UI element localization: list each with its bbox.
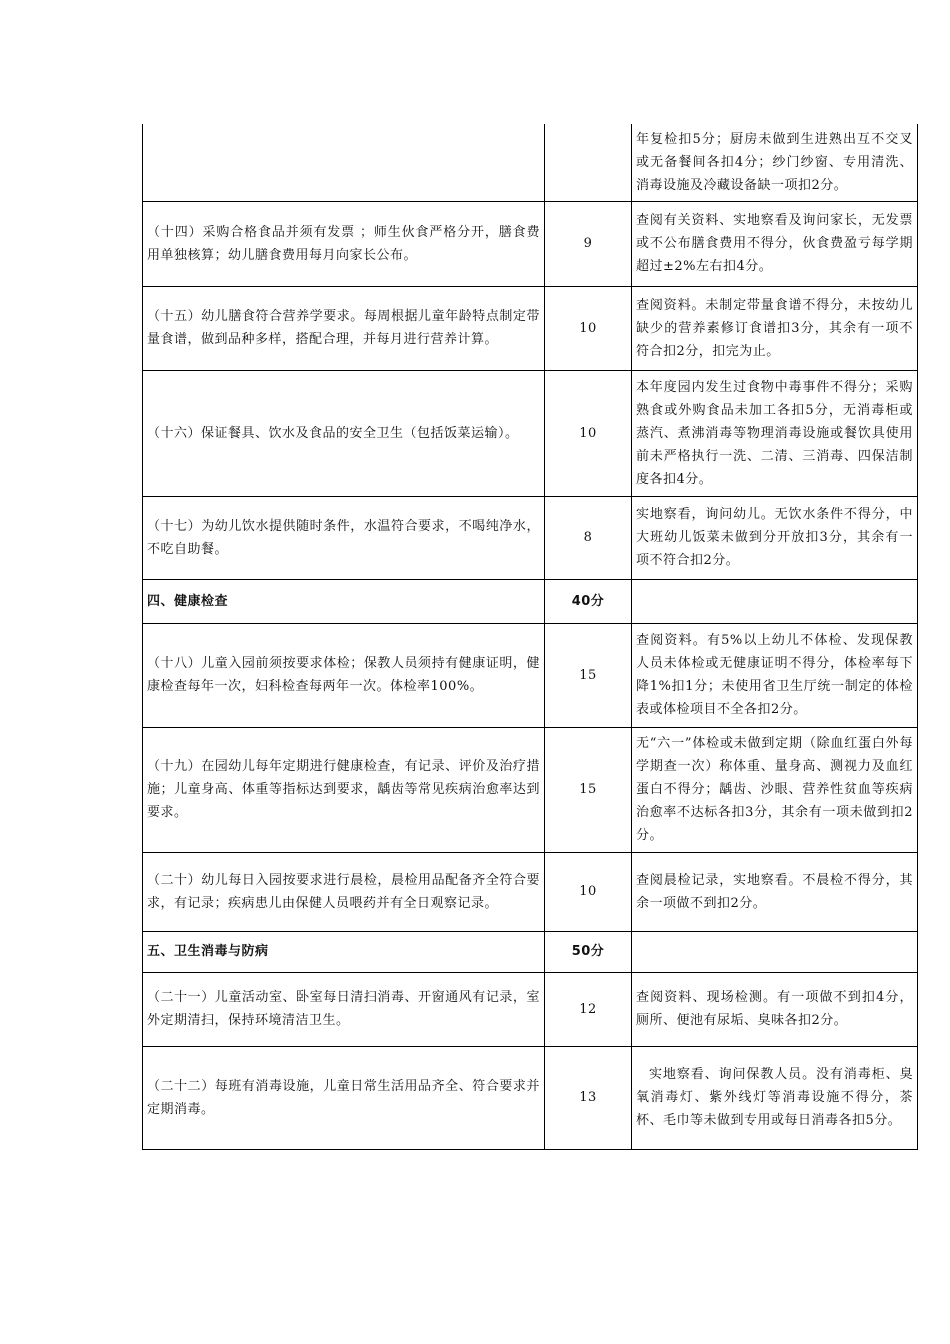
item-cell: （十四）采购合格食品并须有发票 ；师生伙食严格分开，膳食费用单独核算；幼儿膳食费用每月向家长公布。 [143, 201, 545, 286]
item-cell: （十五）幼儿膳食符合营养学要求。每周根据儿童年龄特点制定带量食谱，做到品种多样，搭配合理，并每月进行营养计算。 [143, 286, 545, 370]
table-row [143, 124, 918, 201]
section-score: 40分 [545, 579, 632, 623]
item-cell: （十七）为幼儿饮水提供随时条件，水温符合要求，不喝纯净水，不吃自助餐。 [143, 496, 545, 579]
table-row [143, 623, 918, 727]
section-row [143, 931, 918, 972]
criteria-cell: 实地察看、询问保教人员。没有消毒柜、臭氧消毒灯、紫外线灯等消毒设施不得分，茶杯、毛巾等未做到专用或每日消毒各扣5分。 [632, 1046, 918, 1149]
section-title: 五、卫生消毒与防病 [143, 931, 545, 972]
section-score: 50分 [545, 931, 632, 972]
table-row [143, 496, 918, 579]
criteria-cell: 实地察看，询问幼儿。无饮水条件不得分，中大班幼儿饭菜未做到分开放扣3分，其余有一项不符合扣2分。 [632, 496, 918, 579]
score-cell: 15 [545, 727, 632, 852]
item-cell: （二十）幼儿每日入园按要求进行晨检，晨检用品配备齐全符合要求，有记录；疾病患儿由保健人员喂药并有全日观察记录。 [143, 852, 545, 931]
section-row [143, 579, 918, 623]
score-cell: 12 [545, 972, 632, 1046]
criteria-cell: 无“六一”体检或未做到定期（除血红蛋白外每学期查一次）称体重、量身高、测视力及血红蛋白不得分；龋齿、沙眼、营养性贫血等疾病治愈率不达标各扣3分，其余有一项未做到扣2分。 [632, 727, 918, 852]
table-row [143, 286, 918, 370]
table-row [143, 727, 918, 852]
item-cell: （十六）保证餐具、饮水及食品的安全卫生（包括饭菜运输）。 [143, 370, 545, 496]
criteria-cell: 查阅资料。未制定带量食谱不得分，未按幼儿缺少的营养素修订食谱扣3分，其余有一项不符合扣2分，扣完为止。 [632, 286, 918, 370]
item-cell: （十八）儿童入园前须按要求体检；保教人员须持有健康证明，健康检查每年一次，妇科检查每两年一次。体检率100%。 [143, 623, 545, 727]
table-row [143, 370, 918, 496]
criteria-cell: 查阅晨检记录，实地察看。不晨检不得分，其余一项做不到扣2分。 [632, 852, 918, 931]
score-cell [545, 124, 632, 201]
criteria-cell: 本年度园内发生过食物中毒事件不得分；采购熟食或外购食品未加工各扣5分，无消毒柜或蒸汽、煮沸消毒等物理消毒设施或餐饮具使用前未严格执行一洗、二清、三消毒、四保洁制度各扣4分。 [632, 370, 918, 496]
score-cell: 10 [545, 286, 632, 370]
criteria-cell: 查阅资料。有5%以上幼儿不体检、发现保教人员未体检或无健康证明不得分，体检率每下降1%扣1分；未使用省卫生厅统一制定的体检表或体检项目不全各扣2分。 [632, 623, 918, 727]
score-cell: 10 [545, 852, 632, 931]
criteria-cell: 年复检扣5分；厨房未做到生进熟出互不交叉或无备餐间各扣4分；纱门纱窗、专用清洗、消毒设施及冷藏设备缺一项扣2分。 [632, 124, 918, 201]
score-cell: 10 [545, 370, 632, 496]
item-cell [143, 124, 545, 201]
item-cell: （二十一）儿童活动室、卧室每日清扫消毒、开窗通风有记录，室外定期清扫，保持环境清洁卫生。 [143, 972, 545, 1046]
criteria-cell: 查阅资料、现场检测。有一项做不到扣4分，厕所、便池有尿垢、臭味各扣2分。 [632, 972, 918, 1046]
item-cell: （二十二）每班有消毒设施，儿童日常生活用品齐全、符合要求并定期消毒。 [143, 1046, 545, 1149]
table-row [143, 972, 918, 1046]
score-cell: 9 [545, 201, 632, 286]
assessment-table [142, 124, 918, 1150]
section-criteria [632, 579, 918, 623]
table-row [143, 1046, 918, 1149]
section-criteria [632, 931, 918, 972]
criteria-cell: 查阅有关资料、实地察看及询问家长，无发票或不公布膳食费用不得分，伙食费盈亏每学期超过±2%左右扣4分。 [632, 201, 918, 286]
item-cell: （十九）在园幼儿每年定期进行健康检查，有记录、评价及治疗措施；儿童身高、体重等指标达到要求，龋齿等常见疾病治愈率达到要求。 [143, 727, 545, 852]
table-row [143, 201, 918, 286]
score-cell: 15 [545, 623, 632, 727]
score-cell: 8 [545, 496, 632, 579]
score-cell: 13 [545, 1046, 632, 1149]
table-row [143, 852, 918, 931]
section-title: 四、健康检查 [143, 579, 545, 623]
